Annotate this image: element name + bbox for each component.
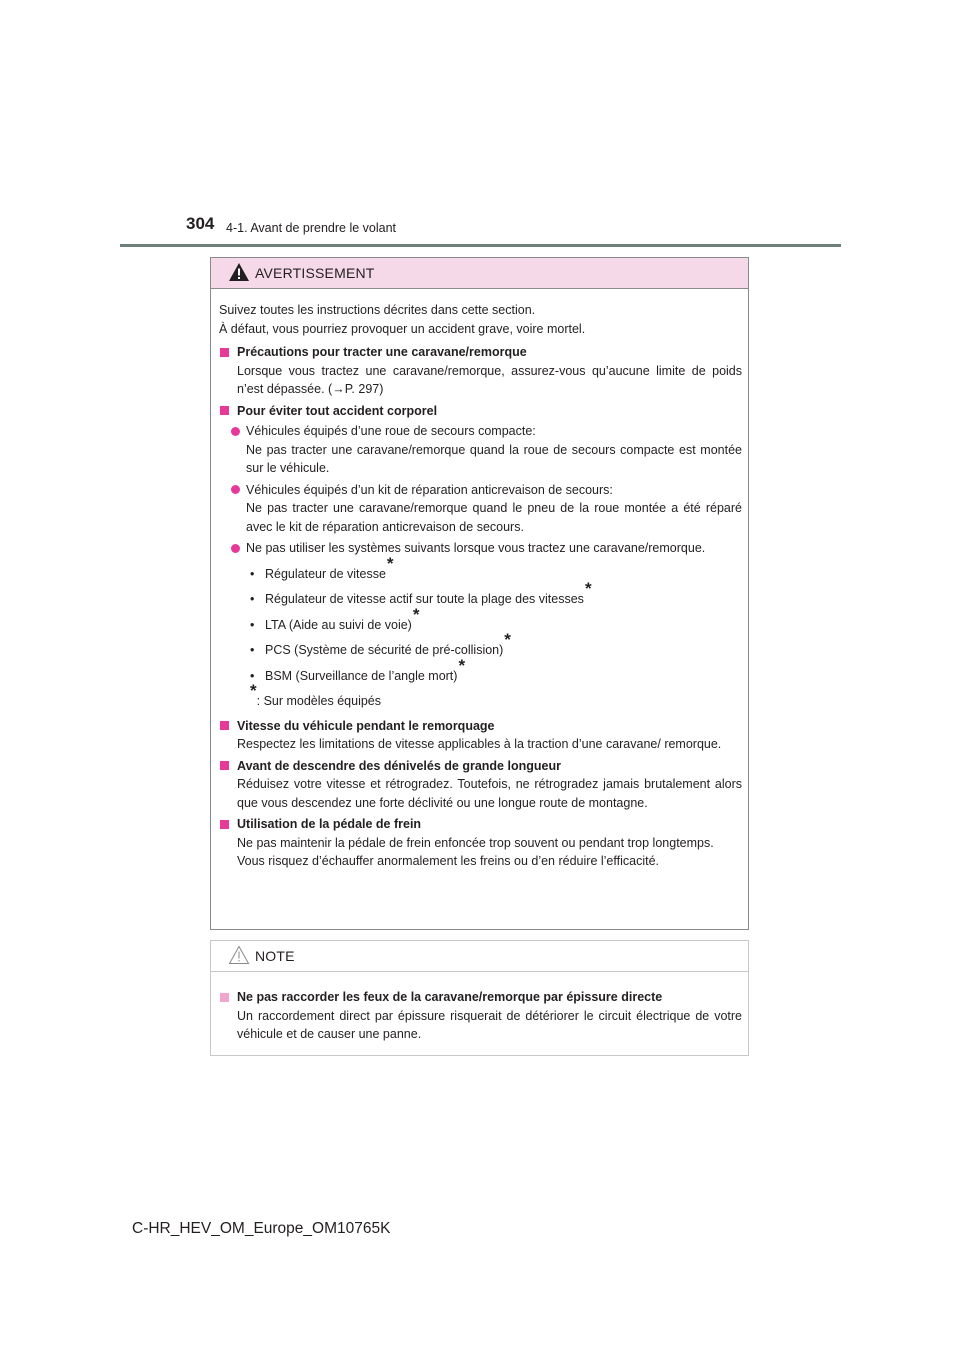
system-name: BSM (Surveillance de l’angle mort) bbox=[265, 668, 458, 683]
system-item bbox=[219, 630, 742, 660]
list-item bbox=[219, 481, 742, 537]
section-text bbox=[219, 834, 742, 871]
warning-box bbox=[210, 257, 749, 930]
section-heading bbox=[219, 343, 742, 362]
list-item-line1: Véhicules équipés d’un kit de réparation anticrevaison de secours: bbox=[246, 482, 613, 497]
warning-title: AVERTISSEMENT bbox=[255, 265, 375, 281]
system-name: LTA (Aide au suivi de voie) bbox=[265, 617, 412, 632]
square-bullet-icon bbox=[220, 820, 229, 829]
square-bullet-icon bbox=[220, 993, 229, 1002]
section-heading bbox=[219, 717, 742, 736]
section-heading bbox=[219, 815, 742, 834]
square-bullet-icon bbox=[220, 406, 229, 415]
list-item bbox=[219, 422, 742, 478]
section-heading bbox=[219, 402, 742, 421]
note-heading-text: Ne pas raccorder les feux de la caravane/remorque par épissure directe bbox=[237, 990, 663, 1004]
section-heading-text: Utilisation de la pédale de frein bbox=[237, 817, 422, 831]
warning-header bbox=[211, 258, 748, 289]
asterisk-mark: * bbox=[504, 630, 511, 649]
section-title: 4-1. Avant de prendre le volant bbox=[226, 221, 397, 235]
warning-intro-line1: Suivez toutes les instructions décrites dans cette section. bbox=[219, 303, 536, 317]
system-name: Régulateur de vitesse actif sur toute la plage des vitesses bbox=[265, 592, 584, 606]
section-text: Lorsque vous tractez une caravane/remorque, assurez-vous qu’aucune limite de poids n’est dépassée. (→P. 297) bbox=[237, 363, 742, 396]
section-text-line2: Vous risquez d’échauffer anormalement les freins ou d’en réduire l’efficacité. bbox=[237, 854, 659, 868]
system-item bbox=[219, 553, 742, 584]
system-item bbox=[219, 604, 742, 635]
system-item bbox=[219, 655, 742, 686]
list-item-line1: Véhicules équipés d’une roue de secours compacte: bbox=[246, 424, 536, 438]
square-bullet-icon bbox=[220, 761, 229, 770]
note-body bbox=[211, 972, 748, 1044]
footer-code: C-HR_HEV_OM_Europe_OM10765K bbox=[132, 1220, 391, 1237]
system-item bbox=[219, 579, 742, 609]
footnote-text: : Sur modèles équipés bbox=[256, 694, 382, 708]
warning-intro bbox=[219, 301, 742, 338]
caution-triangle-icon bbox=[228, 945, 250, 965]
section-heading-text: Précautions pour tracter une caravane/remorque bbox=[237, 345, 527, 359]
asterisk-mark: * bbox=[250, 681, 257, 700]
sub-bullet-mark: • bbox=[250, 566, 255, 581]
round-bullet-icon bbox=[231, 427, 240, 436]
section-heading-text: Avant de descendre des dénivelés de grande longueur bbox=[237, 758, 561, 773]
section-heading bbox=[219, 757, 742, 776]
note-header bbox=[211, 941, 748, 972]
list-item-line2: Ne pas tracter une caravane/remorque quand la roue de secours compacte est montée sur le véhicule. bbox=[246, 442, 742, 475]
list-item-text: Ne pas utiliser les systèmes suivants lorsque vous tractez une caravane/remorque. bbox=[246, 541, 706, 555]
list-item-text bbox=[246, 481, 742, 537]
section-text-line1: Ne pas maintenir la pédale de frein enfoncée trop souvent ou pendant trop longtemps. bbox=[237, 835, 714, 850]
list-item bbox=[219, 539, 742, 558]
system-name: PCS (Système de sécurité de pré-collision) bbox=[265, 643, 504, 657]
sub-bullet-mark: • bbox=[250, 617, 255, 632]
note-text: Un raccordement direct par épissure risquerait de détériorer le circuit électrique de votre véhicule et de causer une panne. bbox=[237, 1008, 742, 1041]
asterisk-mark: * bbox=[412, 604, 420, 624]
header-rule bbox=[120, 244, 841, 247]
warning-intro-line2: À défaut, vous pourriez provoquer un accident grave, voire mortel. bbox=[219, 321, 586, 336]
footnote bbox=[219, 681, 742, 711]
note-heading bbox=[219, 988, 742, 1007]
sub-bullet-mark: • bbox=[250, 592, 255, 606]
note-title: NOTE bbox=[255, 948, 295, 964]
sub-bullet-mark: • bbox=[250, 668, 255, 683]
asterisk-mark: * bbox=[458, 655, 466, 675]
section-text: Réduisez votre vitesse et rétrogradez. Toutefois, ne rétrogradez jamais brutalement alors que vous descendez une forte déclivité ou une longue route de montagne. bbox=[237, 777, 742, 810]
square-bullet-icon bbox=[220, 348, 229, 357]
list-item-text bbox=[246, 422, 742, 478]
sub-bullet-mark: • bbox=[250, 643, 255, 657]
round-bullet-icon bbox=[231, 485, 240, 494]
section-text: Respectez les limitations de vitesse applicables à la traction d’une caravane/ remorque. bbox=[237, 737, 722, 751]
asterisk-mark: * bbox=[584, 579, 592, 598]
note-box bbox=[210, 940, 749, 1056]
square-bullet-icon bbox=[220, 721, 229, 730]
warning-body bbox=[211, 289, 748, 871]
round-bullet-icon bbox=[231, 544, 240, 553]
system-name: Régulateur de vitesse bbox=[265, 566, 386, 581]
list-item-line2: Ne pas tracter une caravane/remorque quand le pneu de la roue montée a été réparé avec le kit de réparation anticrevaison de secours. bbox=[246, 501, 742, 534]
warning-triangle-icon bbox=[228, 262, 250, 282]
section-heading-text: Vitesse du véhicule pendant le remorquage bbox=[237, 718, 495, 733]
section-heading-text: Pour éviter tout accident corporel bbox=[237, 403, 438, 418]
asterisk-mark: * bbox=[386, 553, 394, 573]
page-number: 304 bbox=[186, 214, 215, 233]
